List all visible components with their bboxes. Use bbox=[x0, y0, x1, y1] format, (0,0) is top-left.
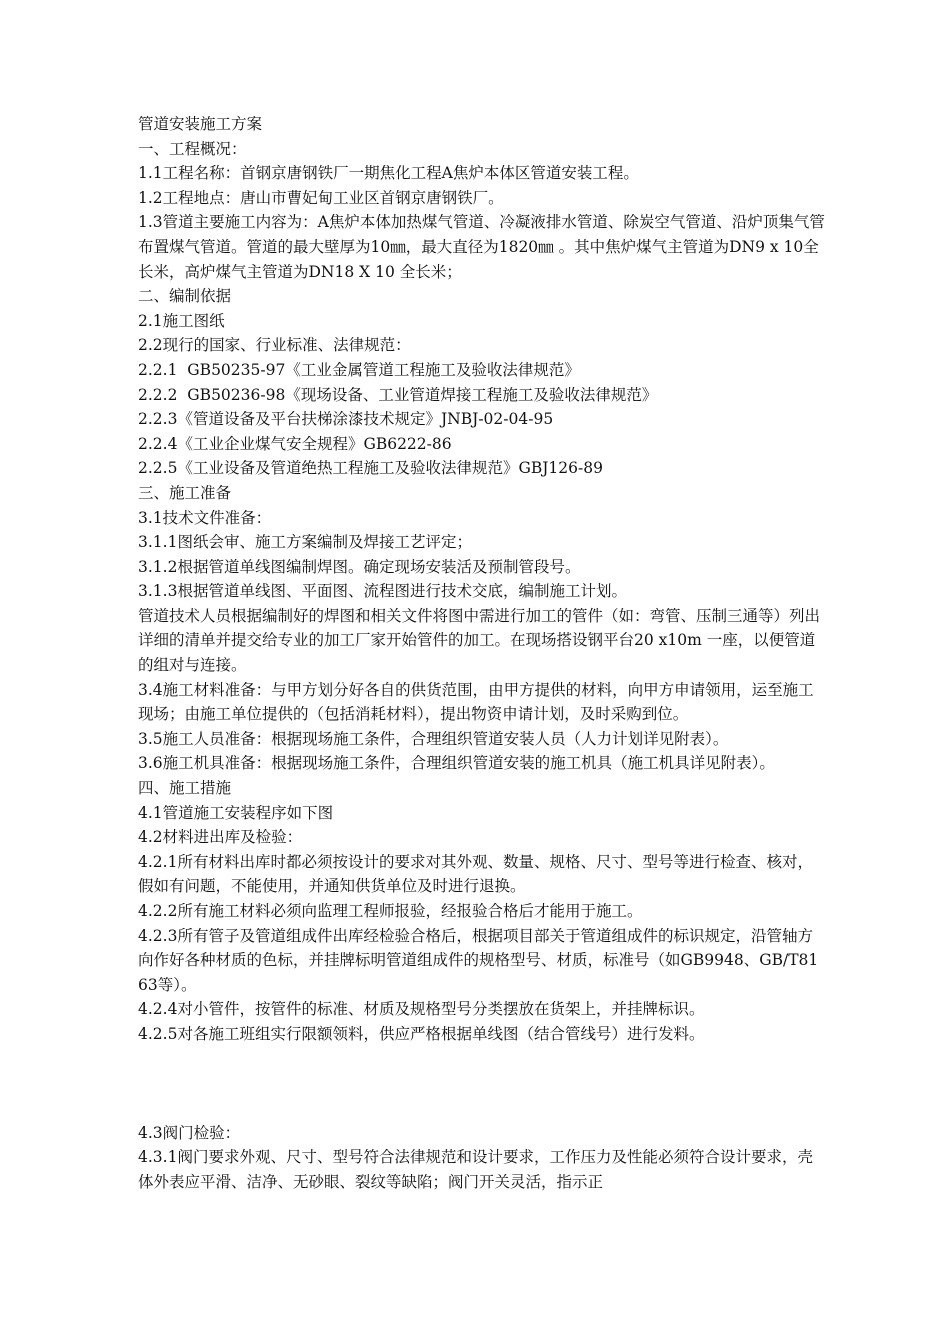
paragraph: 2.1施工图纸 bbox=[138, 311, 225, 330]
paragraph: 3.1.2根据管道单线图编制焊图。确定现场安装活及预制管段号。 bbox=[138, 557, 581, 576]
blank-space bbox=[138, 1047, 828, 1121]
paragraph: 4.2材料进出库及检验： bbox=[138, 828, 303, 847]
paragraph: 一、工程概况： bbox=[138, 139, 247, 158]
paragraph: 四、施工措施 bbox=[138, 779, 232, 798]
paragraph: 管道技术人员根据编制好的焊图和相关文件将图中需进行加工的管件（如：弯管、压制三通等）列出详细的清单并提交给专业的加工厂家开始管件的加工。在现场搭设钢平台20 x10m 一座，以便管道的组对与连接。 bbox=[138, 606, 821, 675]
paragraph: 3.1技术文件准备： bbox=[138, 508, 272, 527]
paragraph: 1.3管道主要施工内容为：A焦炉本体加热煤气管道、冷凝液排水管道、除炭空气管道、沿炉顶集气管布置煤气管道。管道的最大壁厚为10㎜，最大直径为1820㎜ 。其中焦炉煤气主管道为DN9 x 10全长米，高炉煤气主管道为DN18 X 10 全长米； bbox=[138, 213, 825, 281]
paragraph: 4.2.3所有管子及管道组成件出库经检验合格后，根据项目部关于管道组成件的标识规定，沿管轴方向作好各种材质的色标，并挂牌标明管道组成件的规格型号、材质，标准号（如GB9948、GB/T8163等）。 bbox=[138, 926, 819, 994]
paragraph: 3.5施工人员准备：根据现场施工条件，合理组织管道安装人员（人力计划详见附表）。 bbox=[138, 729, 729, 748]
paragraph: 3.4施工材料准备：与甲方划分好各自的供货范围，由甲方提供的材料，向甲方申请领用，运至施工现场；由施工单位提供的（包括消耗材料），提出物资申请计划，及时采购到位。 bbox=[138, 680, 814, 724]
paragraph: 1.1工程名称：首钢京唐钢铁厂一期焦化工程A焦炉本体区管道安装工程。 bbox=[138, 164, 639, 183]
paragraph: 三、施工准备 bbox=[138, 483, 232, 502]
paragraph: 3.1.1图纸会审、施工方案编制及焊接工艺评定； bbox=[138, 533, 472, 552]
paragraph: 4.2.4对小管件，按管件的标准、材质及规格型号分类摆放在货架上，并挂牌标识。 bbox=[138, 1000, 705, 1019]
document-title: 管道安装施工方案 bbox=[138, 115, 263, 133]
document-page bbox=[138, 112, 828, 1194]
paragraph: 3.6施工机具准备：根据现场施工条件，合理组织管道安装的施工机具（施工机具详见附表）。 bbox=[138, 754, 775, 773]
paragraph: 2.2.2 GB50236-98《现场设备、工业管道焊接工程施工及验收法律规范》 bbox=[138, 385, 658, 404]
paragraph: 2.2.5《工业设备及管道绝热工程施工及验收法律规范》GBJ126-89 bbox=[138, 459, 603, 478]
paragraph: 二、编制依据 bbox=[138, 287, 232, 306]
paragraph: 1.2工程地点：唐山市曹妃甸工业区首钢京唐钢铁厂。 bbox=[138, 188, 504, 207]
paragraph: 3.1.3根据管道单线图、平面图、流程图进行技术交底，编制施工计划。 bbox=[138, 582, 627, 601]
document-body-part1 bbox=[138, 137, 828, 1047]
paragraph: 4.3阀门检验： bbox=[138, 1123, 241, 1142]
paragraph: 2.2.1 GB50235-97《工业金属管道工程施工及验收法律规范》 bbox=[138, 360, 580, 379]
paragraph: 2.2现行的国家、行业标准、法律规范： bbox=[138, 336, 411, 355]
paragraph: 4.1管道施工安装程序如下图 bbox=[138, 803, 334, 822]
paragraph: 2.2.3《管道设备及平台扶梯涂漆技术规定》JNBJ-02-04-95 bbox=[138, 410, 554, 429]
paragraph: 4.2.5对各施工班组实行限额领料，供应严格根据单线图（结合管线号）进行发料。 bbox=[138, 1024, 705, 1043]
paragraph: 4.2.2所有施工材料必须向监理工程师报验，经报验合格后才能用于施工。 bbox=[138, 902, 643, 920]
paragraph: 4.2.1所有材料出库时都必须按设计的要求对其外观、数量、规格、尺寸、型号等进行检查、核对，假如有问题，不能使用，并通知供货单位及时进行退换。 bbox=[138, 852, 813, 896]
document-body-part2 bbox=[138, 1121, 828, 1195]
paragraph: 2.2.4《工业企业煤气安全规程》GB6222-86 bbox=[138, 434, 452, 453]
paragraph: 4.3.1阀门要求外观、尺寸、型号符合法律规范和设计要求，工作压力及性能必须符合设计要求，壳体外表应平滑、洁净、无砂眼、裂纹等缺陷；阀门开关灵活，指示正 bbox=[138, 1148, 813, 1191]
